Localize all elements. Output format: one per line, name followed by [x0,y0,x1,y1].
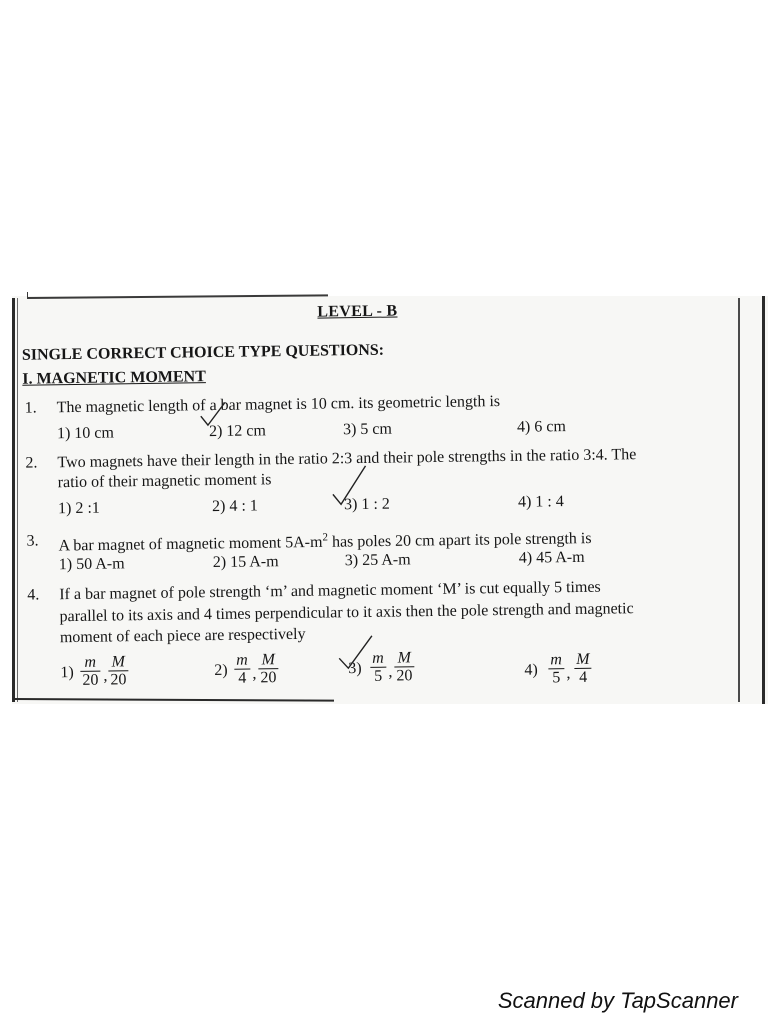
question-1-checkmark-icon [199,400,229,430]
question-2-option-2: 2) 4 : 1 [211,497,258,516]
fraction-denominator: 20 [82,671,99,689]
question-1-number: 1. [24,399,37,417]
fraction-numerator: m [236,651,248,669]
question-1-option-2: 2) 12 cm [208,422,267,441]
question-1-option-1: 1) 10 cm [56,424,115,443]
scanner-watermark: Scanned by TapScanner [497,988,738,1013]
fraction-denominator: 20 [260,669,277,687]
fraction-numerator: M [261,651,275,669]
comma-separator: , [103,667,108,685]
question-1-option-3: 3) 5 cm [342,420,393,439]
question-4-option-2-fraction-2 [258,651,278,686]
comma-separator: , [388,663,393,681]
question-4-option-1-fraction-2 [108,653,128,688]
question-4-checkmark-icon [336,632,379,675]
fraction-numerator: m [550,651,562,669]
question-4-option-4-fraction-1 [548,651,564,686]
fraction-numerator: M [397,649,411,667]
question-3-text [58,525,591,556]
fraction-denominator: 20 [396,667,413,685]
question-4-text-line-1: If a bar magnet of pole strength ‘m’ and magnetic moment ‘M’ is cut equally 5 times [59,578,601,604]
question-2-checkmark-icon [330,464,371,509]
question-4-number: 4. [27,586,40,604]
question-4-option-2-label: 2) [214,661,228,680]
question-2-option-3: 3) 1 : 2 [343,495,390,514]
question-1-option-4: 4) 6 cm [516,418,566,436]
question-4-text-line-2: parallel to its axis and 4 times perpendicular to it axis then the pole strength and magnetic [59,600,634,626]
question-3-option-3: 3) 25 A-m [344,551,411,570]
question-4-option-1-label: 1) [60,664,74,682]
question-2-text-line-2: ratio of their magnetic moment is [57,471,272,492]
question-2-text-line-1: Two magnets have their length in the ratio 2:3 and their pole strengths in the ratio 3:4. The [57,446,637,472]
comma-separator: , [252,665,257,683]
fraction-denominator: 20 [110,671,127,689]
fraction-denominator: 4 [579,668,588,686]
fraction-numerator: m [84,653,97,671]
question-4-option-4-label: 4) [524,661,538,679]
question-3-text-part-1: A bar magnet of magnetic moment 5A-m [58,533,323,555]
question-4-option-4-fraction-2 [574,651,592,686]
question-3-option-2: 2) 15 A-m [212,553,279,572]
question-4-option-3-fraction-2 [394,649,414,684]
subsection-title: I. MAGNETIC MOMENT [22,368,206,388]
comma-separator: , [566,665,571,683]
question-4-option-3-label: 3) [348,659,362,678]
question-4-option-2-fraction-1 [234,652,250,687]
question-4-text-line-3: moment of each piece are respectively [59,625,306,647]
fraction-numerator: M [576,650,590,668]
fraction-denominator: 5 [552,669,561,687]
question-3-number: 3. [26,532,39,550]
section-title: SINGLE CORRECT CHOICE TYPE QUESTIONS: [21,341,385,364]
question-2-option-4: 4) 1 : 4 [517,493,564,511]
level-heading: LEVEL - B [317,302,398,321]
question-3-text-part-2: has poles 20 cm apart its pole strength is [327,530,592,551]
question-3-option-4: 4) 45 A-m [518,548,585,567]
fraction-numerator: M [111,653,126,671]
question-2-number: 2. [25,454,38,472]
fraction-denominator: 5 [374,667,383,685]
fraction-numerator: m [372,649,384,667]
fraction-denominator: 4 [238,669,247,687]
question-3-exponent: 2 [322,531,329,544]
question-2-option-1: 1) 2 :1 [57,499,100,518]
question-1-text: The magnetic length of a bar magnet is 10 cm. its geometric length is [56,393,501,417]
question-4-option-1-fraction-1 [80,654,100,689]
question-3-option-1: 1) 50 A-m [58,555,125,574]
